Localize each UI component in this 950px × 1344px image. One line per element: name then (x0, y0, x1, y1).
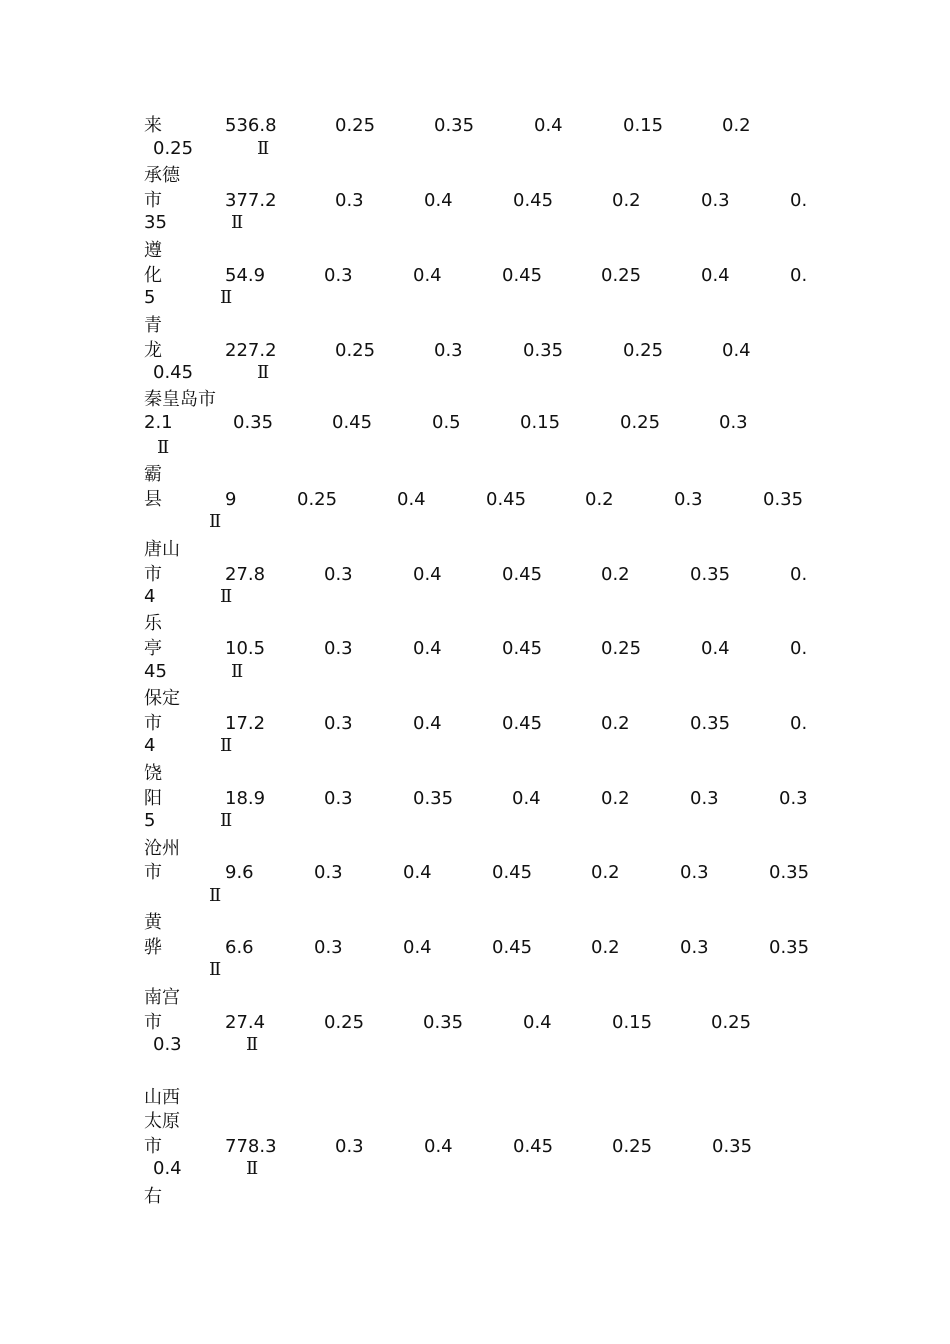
cell-value: 0.2 (601, 788, 630, 809)
cell-value: 0. (790, 564, 808, 585)
cell-value: 0.3 (779, 788, 808, 809)
cell-value: 0.45 (502, 265, 543, 286)
station-name: 秦皇岛市 (144, 389, 216, 410)
cell-value: 0.4 (701, 638, 730, 659)
cell-value: 0.45 (502, 638, 543, 659)
cell-value: 0.3 (324, 713, 353, 734)
cell-value: 0.45 (513, 1136, 554, 1157)
cell-value: 0.35 (769, 937, 810, 958)
cell-value: 0.4 (403, 937, 432, 958)
cell-value: 0.3 (335, 1136, 364, 1157)
station-name-cont: 市 (144, 1012, 162, 1033)
station-name-cont: 市 (144, 190, 162, 211)
cell-value: 0.3 (434, 340, 463, 361)
cell-value: 0.25 (601, 638, 642, 659)
cell-value-wrapped: 0.45 (153, 362, 194, 383)
cell-value: 0. (790, 638, 808, 659)
cell-value: 0.35 (523, 340, 564, 361)
cell-value: 0.25 (324, 1012, 365, 1033)
class-mark: Ⅱ (231, 212, 244, 233)
class-mark: Ⅱ (209, 511, 222, 532)
cell-value: 0.45 (502, 713, 543, 734)
class-mark: Ⅱ (231, 661, 244, 682)
cell-value: 0.35 (423, 1012, 464, 1033)
station-name: 唐山 (144, 539, 180, 560)
station-name-cont: 龙 (144, 340, 162, 361)
cell-value: 0.15 (623, 115, 664, 136)
cell-value-wrapped: 5 (144, 810, 156, 831)
class-mark: Ⅱ (246, 1034, 259, 1055)
cell-value-wrapped: 5 (144, 287, 156, 308)
class-mark: Ⅱ (220, 287, 233, 308)
station-name: 霸 (144, 464, 162, 485)
cell-value: 0.2 (591, 937, 620, 958)
cell-altitude: 778.3 (225, 1136, 277, 1157)
cell-altitude: 536.8 (225, 115, 277, 136)
cell-value: 0.3 (680, 937, 709, 958)
cell-altitude: 227.2 (225, 340, 277, 361)
cell-altitude: 9 (225, 489, 237, 510)
cell-value: 0.25 (711, 1012, 752, 1033)
cell-value: 0.4 (534, 115, 563, 136)
cell-value: 0.45 (492, 937, 533, 958)
cell-value: 0.3 (335, 190, 364, 211)
cell-value: 0.4 (424, 190, 453, 211)
cell-value: 0.35 (712, 1136, 753, 1157)
station-name-cont: 市 (144, 862, 162, 883)
cell-value: 0.15 (520, 412, 561, 433)
cell-value: 0.3 (719, 412, 748, 433)
cell-value-wrapped: 45 (144, 661, 167, 682)
cell-value: 0.2 (722, 115, 751, 136)
cell-value: 0.25 (620, 412, 661, 433)
cell-value: 0.25 (612, 1136, 653, 1157)
cell-value: 0.3 (324, 265, 353, 286)
cell-value: 0. (790, 190, 808, 211)
class-mark: Ⅱ (220, 810, 233, 831)
cell-value: 0.4 (722, 340, 751, 361)
class-mark: Ⅱ (257, 138, 270, 159)
cell-value: 0.3 (690, 788, 719, 809)
cell-value: 0.25 (601, 265, 642, 286)
cell-value: 0.3 (701, 190, 730, 211)
cell-value-wrapped: 4 (144, 735, 156, 756)
station-name: 饶 (144, 763, 162, 784)
cell-value: 0.4 (701, 265, 730, 286)
cell-value: 0.35 (233, 412, 274, 433)
cell-value: 0.4 (403, 862, 432, 883)
station-name-cont: 阳 (144, 788, 162, 809)
class-mark: Ⅱ (220, 735, 233, 756)
cell-value: 0.3 (680, 862, 709, 883)
cell-value: 0.35 (690, 713, 731, 734)
class-mark: Ⅱ (220, 586, 233, 607)
cell-altitude: 17.2 (225, 713, 266, 734)
cell-value: 0.4 (413, 265, 442, 286)
cell-value: 0.25 (623, 340, 664, 361)
cell-value: 0.25 (335, 115, 376, 136)
cell-value: 0.3 (324, 564, 353, 585)
station-name: 承德 (144, 165, 180, 186)
station-name-cont: 亭 (144, 638, 162, 659)
station-name: 青 (144, 315, 162, 336)
cell-altitude: 10.5 (225, 638, 266, 659)
station-name: 保定 (144, 688, 180, 709)
cell-value: 0.45 (332, 412, 373, 433)
cell-value: 0.3 (674, 489, 703, 510)
cell-value: 0.15 (612, 1012, 653, 1033)
station-name: 太原 (144, 1111, 180, 1132)
cell-altitude: 18.9 (225, 788, 266, 809)
cell-value: 0.4 (424, 1136, 453, 1157)
station-name: 黄 (144, 912, 162, 933)
cell-value: 0.2 (601, 713, 630, 734)
cell-value: 0. (790, 265, 808, 286)
cell-value: 0.2 (601, 564, 630, 585)
station-name: 沧州 (144, 838, 180, 859)
cell-value: 0.3 (324, 788, 353, 809)
cell-value: 0. (790, 713, 808, 734)
cell-value: 0.45 (486, 489, 527, 510)
cell-value: 0.35 (763, 489, 804, 510)
class-mark: Ⅱ (157, 437, 170, 458)
cell-value: 0.4 (413, 638, 442, 659)
station-name-cont: 市 (144, 564, 162, 585)
cell-altitude: 377.2 (225, 190, 277, 211)
station-name: 来 (144, 115, 162, 136)
cell-value: 0.45 (492, 862, 533, 883)
cell-value: 0.35 (413, 788, 454, 809)
cell-altitude: 9.6 (225, 862, 254, 883)
station-name-cont: 县 (144, 489, 162, 510)
station-name: 遵 (144, 240, 162, 261)
station-name-cont: 化 (144, 265, 162, 286)
cell-value: 0.35 (690, 564, 731, 585)
cell-value: 0.4 (397, 489, 426, 510)
cell-value: 0.4 (512, 788, 541, 809)
cell-value: 0.35 (769, 862, 810, 883)
class-mark: Ⅱ (209, 885, 222, 906)
cell-value-wrapped: 0.25 (153, 138, 194, 159)
cell-value: 0.4 (413, 713, 442, 734)
class-mark: Ⅱ (209, 959, 222, 980)
cell-value: 0.3 (324, 638, 353, 659)
station-name-cont: 市 (144, 1136, 162, 1157)
station-name: 乐 (144, 613, 162, 634)
class-mark: Ⅱ (257, 362, 270, 383)
cell-value-wrapped: 0.4 (153, 1158, 182, 1179)
cell-value: 0.45 (502, 564, 543, 585)
cell-altitude: 27.4 (225, 1012, 266, 1033)
cell-value: 0.3 (314, 937, 343, 958)
cell-altitude: 54.9 (225, 265, 266, 286)
province-name: 山西 (144, 1087, 180, 1108)
cell-value: 0.35 (434, 115, 475, 136)
cell-value: 0.2 (612, 190, 641, 211)
cell-value: 0.2 (585, 489, 614, 510)
cell-value: 0.4 (413, 564, 442, 585)
cell-altitude: 2.1 (144, 412, 173, 433)
cell-value: 0.5 (432, 412, 461, 433)
cell-value: 0.45 (513, 190, 554, 211)
cell-altitude: 6.6 (225, 937, 254, 958)
station-name-cont: 骅 (144, 937, 162, 958)
cell-value: 0.4 (523, 1012, 552, 1033)
station-name: 南宫 (144, 987, 180, 1008)
class-mark: Ⅱ (246, 1158, 259, 1179)
cell-value-wrapped: 35 (144, 212, 167, 233)
cell-value: 0.2 (591, 862, 620, 883)
station-name-next: 右 (144, 1186, 162, 1207)
station-name-cont: 市 (144, 713, 162, 734)
cell-value: 0.25 (335, 340, 376, 361)
cell-value: 0.25 (297, 489, 338, 510)
cell-value-wrapped: 0.3 (153, 1034, 182, 1055)
cell-value: 0.3 (314, 862, 343, 883)
cell-altitude: 27.8 (225, 564, 266, 585)
cell-value-wrapped: 4 (144, 586, 156, 607)
